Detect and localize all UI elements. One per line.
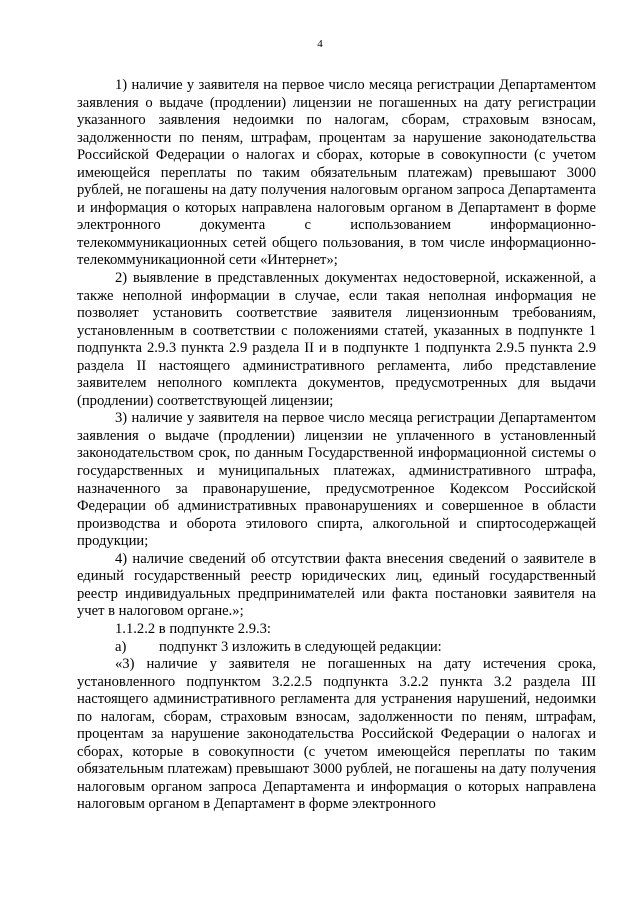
- item-a-text: подпункт 3 изложить в следующей редакции:: [159, 638, 442, 655]
- item-a-letter: а): [115, 638, 127, 655]
- paragraph-item-1: 1) наличие у заявителя на первое число месяца регистрации Департаментом заявления о выдаче (продлении) лицензии не погашенных на дату регистрации указанного заявления недоимки по налогам, сборам, страховым взносам, задолженности по пеням, штрафам, процентам за нарушение законодательства Российской Федерации о налогах и сборах, которые в совокупности (с учетом имеющейся переплаты по таким обязательным платежам) превышают 3000 рублей, не погашены на дату получения налоговым органом запроса Департамента и информация о которых направлена налоговым органом в Департамент в форме электронного документа с использованием информационно-телекоммуникационных сетей общего пользования, в том числе информационно-телекоммуникационной сети «Интернет»;: [77, 77, 596, 269]
- paragraph-item-2: 2) выявление в представленных документах недостоверной, искаженной, а также неполной информации в случае, если такая неполная информация не позволяет установить соответствие заявителя лицензионным требованиям, установленным в соответствии с положениями статей, указанных в подпункте 1 подпункта 2.9.3 пункта 2.9 раздела II и в подпункте 1 подпункта 2.9.5 пункта 2.9 раздела II настоящего административного регламента, либо представление заявителем неполного комплекта документов, предусмотренных для выдачи (продлении) соответствующей лицензии;: [77, 270, 596, 409]
- paragraph-item-3: 3) наличие у заявителя на первое число месяца регистрации Департаментом заявления о выдаче (продлении) лицензии не уплаченного в установленный законодательством срок, по данным Государственной информационной системы о государственных и муниципальных платежах, административного штрафа, назначенного за правонарушение, предусмотренное Кодексом Российской Федерации об административных правонарушениях и совершенное в области производства и оборота этилового спирта, алкогольной и спиртосодержащей продукции;: [77, 410, 596, 550]
- paragraph-new-item-3: «3) наличие у заявителя не погашенных на дату истечения срока, установленного подпунктом 3.2.2.5 подпункта 3.2.2 пункта 3.2 раздела III настоящего административного регламента для устранения нарушений, недоимки по налогам, сборам, страховым взносам, задолженности по пеням, штрафам, процентам за нарушение законодательства Российской Федерации о налогах и сборах, которые в совокупности (с учетом имеющейся переплаты по таким обязательным платежам) превышают 3000 рублей, не погашены на дату получения налоговым органом запроса Департамента и информация о которых направлена налоговым органом в Департамент в форме электронного: [77, 656, 596, 813]
- paragraph-item-4: 4) наличие сведений об отсутствии факта внесения сведений о заявителе в единый государственный реестр юридических лиц, единый государственный реестр индивидуальных предпринимателей или факта постановки заявителя на учет в налоговом органе.»;: [77, 550, 596, 620]
- paragraph-subsection-heading: 1.1.2.2 в подпункте 2.9.3:: [115, 620, 271, 637]
- paragraph-item-a: [77, 639, 596, 657]
- document-body: [77, 77, 596, 814]
- page-number: 4: [317, 38, 323, 50]
